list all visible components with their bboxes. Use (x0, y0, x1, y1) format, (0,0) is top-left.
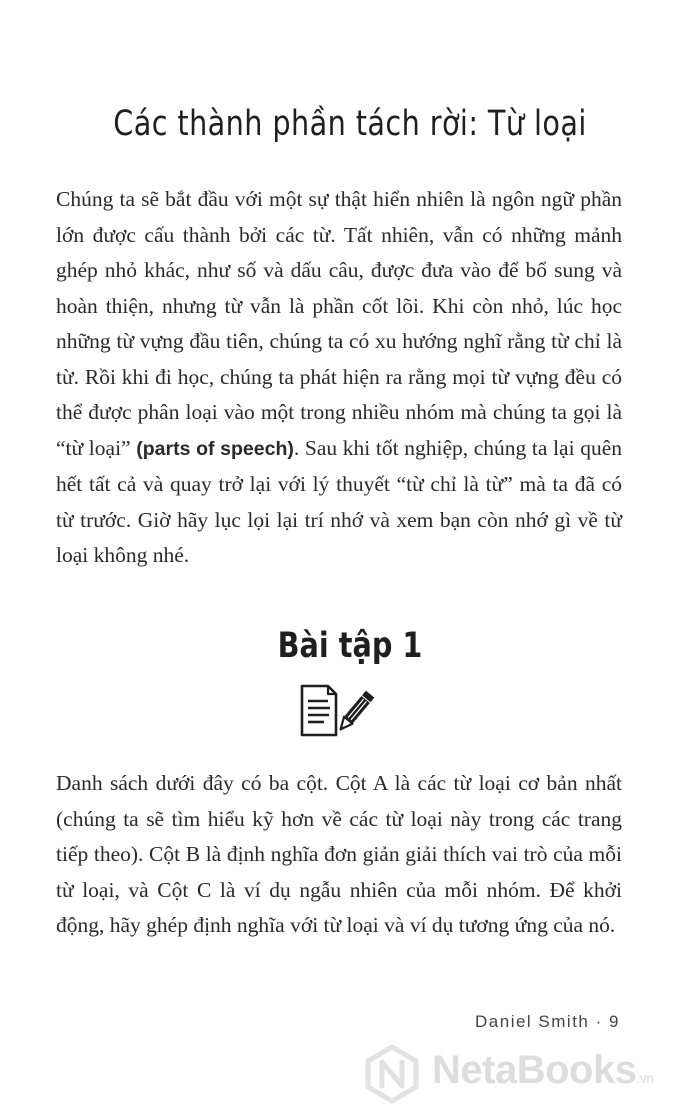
watermark (362, 1044, 682, 1104)
watermark-brand: NetaBooks (432, 1048, 637, 1092)
intro-text-end: . Sau khi tốt nghiệp, chúng ta lại quên hết tất cả và quay trở lại với lý thuyết “từ chỉ là từ” mà ta đã có từ trước. Giờ hãy lục lọi lại trí nhớ và xem bạn còn nhớ gì về từ loại không nhé. (56, 435, 622, 567)
footer-author: Daniel Smith (475, 1012, 590, 1031)
page-number: 9 (609, 1012, 620, 1031)
exercise-title: Bài tập 1 (277, 626, 423, 666)
intro-text-start: Chúng ta sẽ bắt đầu với một sự thật hiển nhiên là ngôn ngữ phần lớn được cấu thành bởi các từ. Tất nhiên, vẫn có những mảnh ghép nhỏ khác, như số và dấu câu, được đưa vào để bổ sung và hoàn thiện, nhưng từ vẫn là phần cốt lõi. Khi còn nhỏ, lúc học những từ vựng đầu tiên, chúng ta có xu hướng nghĩ rằng từ chỉ là từ. Rồi khi đi học, chúng ta phát hiện ra rằng mọi từ vựng đều có thể được phân loại vào một trong nhiều nhóm mà chúng ta gọi là “từ loại” (56, 187, 622, 460)
watermark-suffix: .vn (636, 1070, 654, 1086)
watermark-logo-icon (362, 1044, 422, 1104)
page-footer (475, 1012, 620, 1032)
intro-bold-term: (parts of speech) (136, 437, 294, 460)
footer-separator: · (595, 1012, 603, 1031)
exercise-paragraph: Danh sách dưới đây có ba cột. Cột A là các từ loại cơ bản nhất (chúng ta sẽ tìm hiểu kỹ hơn về các từ loại này trong các trang tiếp theo). Cột B là định nghĩa đơn giản giải thích vai trò của mỗi từ loại, và Cột C là ví dụ ngẫu nhiên của mỗi nhóm. Để khởi động, hãy ghép định nghĩa với từ loại và ví dụ tương ứng của nó. (56, 771, 622, 937)
watermark-text (432, 1048, 654, 1093)
section-title: Các thành phần tách rời: Từ loại (113, 104, 587, 144)
document-pencil-icon (298, 683, 378, 739)
intro-paragraph (56, 182, 622, 574)
